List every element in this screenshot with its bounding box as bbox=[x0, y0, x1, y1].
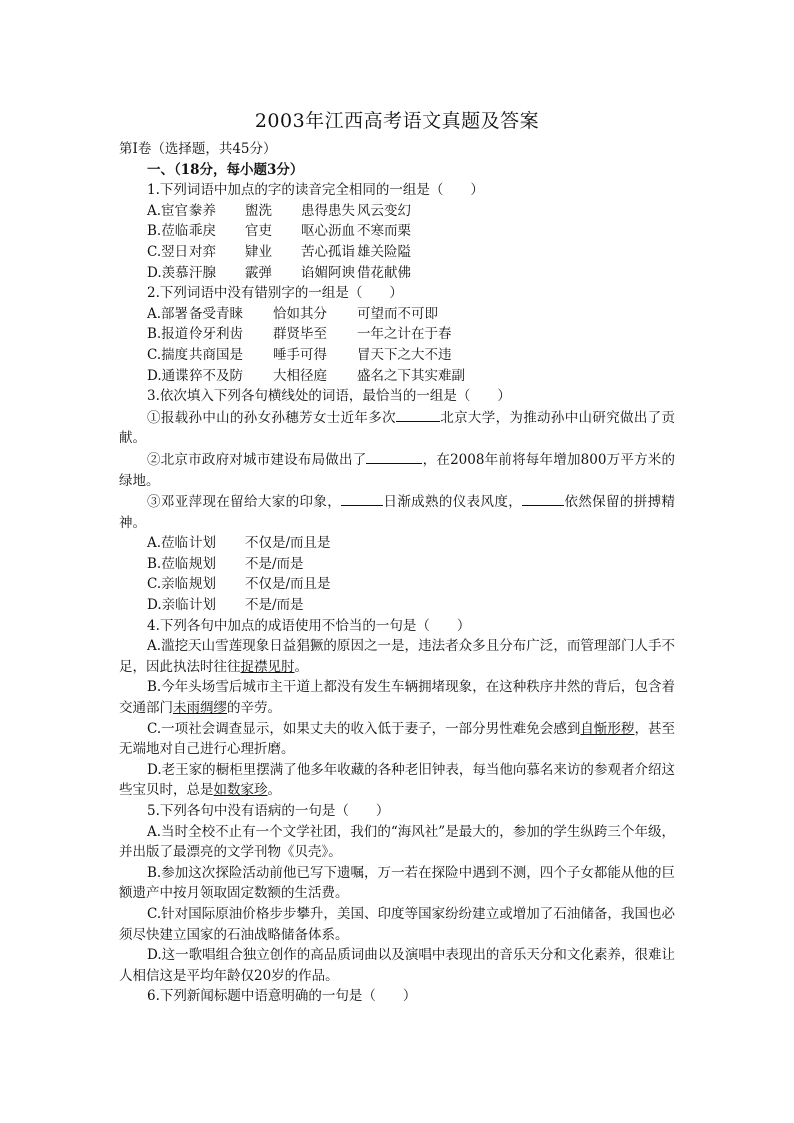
q2-option-b bbox=[119, 324, 675, 345]
option-cell: 一年之计在于春 bbox=[357, 326, 452, 343]
option-cell: 猝不及防 bbox=[189, 367, 243, 384]
q4-option-d bbox=[119, 760, 675, 801]
sentence-text: ，在2008年前将每年增加800万平方米的绿地。 bbox=[119, 451, 675, 489]
option-cell: 盥洗 bbox=[245, 202, 272, 219]
option-cell: 不是/而是 bbox=[245, 555, 304, 572]
q3-sentence-2 bbox=[119, 449, 675, 491]
q5-option-c: C.针对国际原油价格步步攀升，美国、印度等国家纷纷建立或增加了石油储备，我国也必须尽快建立国家的石油战略储备体系。 bbox=[119, 905, 675, 943]
sentence-text: 北京大学，为推动孙中山研究做出了贡献。 bbox=[119, 409, 676, 447]
option-cell: C.揣度 bbox=[147, 346, 189, 363]
option-cell: D.羡慕 bbox=[147, 264, 189, 281]
option-cell: B.莅临 bbox=[147, 555, 189, 572]
option-cell: 不仅是/而且是 bbox=[245, 535, 331, 552]
option-cell: 汗腺 bbox=[189, 264, 216, 281]
option-cell: 呕心沥血 bbox=[301, 223, 355, 240]
idiom: 日益猖獗 bbox=[269, 638, 324, 655]
option-cell: 乖戾 bbox=[189, 223, 216, 240]
q3-option-c bbox=[119, 574, 675, 595]
option-cell: 规划 bbox=[189, 576, 216, 593]
option-cell: 伶牙利齿 bbox=[189, 326, 243, 343]
option-cell: 谄媚阿谀 bbox=[301, 264, 355, 281]
option-cell: 冒天下之大不违 bbox=[357, 346, 452, 363]
option-cell: 肄业 bbox=[245, 243, 272, 260]
q3-stem: 3.依次填入下列各句横线处的词语，最恰当的一组是（ ） bbox=[147, 388, 511, 405]
option-cell: A.莅临 bbox=[147, 535, 189, 552]
option-cell: 霰弹 bbox=[245, 264, 272, 281]
idiom: 未雨绸缪 bbox=[173, 700, 227, 717]
q5-option-b: B.参加这次探险活动前他已写下遗嘱，万一若在探险中遇到不测，四个子女都能从他的巨额遗产中按月领取固定数额的生活费。 bbox=[119, 864, 675, 902]
option-text: A.滥挖天山雪莲现象 bbox=[147, 638, 270, 655]
sentence-text: 日渐成熟的仪表风度， bbox=[383, 494, 523, 511]
option-cell: 不是/而是 bbox=[245, 597, 304, 614]
option-cell: 风云变幻 bbox=[357, 202, 411, 219]
q3-option-a bbox=[119, 533, 675, 554]
option-cell: 患得患失 bbox=[301, 202, 355, 219]
q1-stem: 1.下列词语中加点的字的读音完全相同的一组是（ ） bbox=[147, 182, 484, 199]
option-text: D.老王家的橱柜里摆满了他多年收藏的各种老旧钟表，每当他向慕名来访的参观者介绍这些宝贝时，总是 bbox=[119, 761, 675, 799]
q2-stem: 2.下列词语中没有错别字的一组是（ ） bbox=[147, 285, 403, 302]
sentence-text: ②北京市政府对城市建设布局做出了 bbox=[147, 451, 367, 468]
document-body bbox=[119, 139, 675, 1007]
option-cell: 大相径庭 bbox=[273, 367, 327, 384]
q3-option-d bbox=[119, 595, 675, 616]
q1-option-b bbox=[119, 221, 675, 242]
option-text: 。 bbox=[267, 782, 281, 799]
q6-stem: 6.下列新闻标题中语意明确的一句是（ ） bbox=[147, 988, 417, 1005]
q1-option-c bbox=[119, 242, 675, 263]
option-text: C.一项社会调查显示，如果丈夫的收入低于妻子，一部分男性难免会感到 bbox=[147, 720, 581, 737]
option-cell: 可望而不可即 bbox=[357, 305, 438, 322]
option-cell: 借花献佛 bbox=[357, 264, 411, 281]
option-text: 的辛劳。 bbox=[227, 700, 281, 717]
fill-blank bbox=[522, 491, 564, 506]
option-cell: 计划 bbox=[189, 535, 216, 552]
part1-header: 第Ⅰ卷（选择题，共45分） bbox=[119, 141, 277, 157]
option-cell: 豢养 bbox=[189, 202, 216, 219]
option-cell: 备受青睐 bbox=[189, 305, 243, 322]
fill-blank bbox=[366, 449, 422, 464]
fill-blank bbox=[396, 407, 440, 422]
option-cell: B.莅临 bbox=[147, 223, 189, 240]
q1-option-a bbox=[119, 201, 675, 222]
option-cell: 雄关险隘 bbox=[357, 243, 411, 260]
option-cell: 不寒而栗 bbox=[357, 223, 411, 240]
q5-option-a: A.当时全校不止有一个文学社团，我们的“海风社”是最大的，参加的学生纵跨三个年级，并出版了最漂亮的文学刊物《贝壳》。 bbox=[119, 823, 675, 861]
q4-stem: 4.下列各句中加点的成语使用不恰当的一句是（ ） bbox=[147, 617, 471, 634]
q2-option-a bbox=[119, 304, 675, 325]
option-cell: 盛名之下其实难副 bbox=[357, 367, 465, 384]
option-cell: A.部署 bbox=[147, 305, 189, 322]
option-cell: 苦心孤诣 bbox=[301, 243, 355, 260]
option-cell: 恰如其分 bbox=[273, 305, 327, 322]
q3-sentence-3 bbox=[119, 491, 675, 533]
option-cell: 计划 bbox=[189, 597, 216, 614]
q5-option-d: D.这一歌唱组合独立创作的高品质词曲以及演唱中表现出的音乐天分和文化素养，很难让人相信这是平均年龄仅20岁的作品。 bbox=[119, 947, 675, 984]
option-cell: 对弈 bbox=[189, 243, 216, 260]
option-text: 。 bbox=[294, 658, 308, 675]
idiom: 自惭形秽 bbox=[580, 720, 635, 737]
option-cell: A.宦官 bbox=[147, 202, 189, 219]
fill-blank bbox=[341, 491, 383, 506]
option-cell: D.亲临 bbox=[147, 597, 189, 614]
option-text: ，甚至无端地对自己进行心理折磨。 bbox=[119, 720, 676, 758]
q4-option-c bbox=[119, 719, 675, 760]
option-cell: 不仅是/而且是 bbox=[245, 576, 331, 593]
q5-stem: 5.下列各句中没有语病的一句是（ ） bbox=[147, 803, 390, 819]
q2-option-d bbox=[119, 366, 675, 387]
q1-option-d bbox=[119, 263, 675, 284]
sentence-text: ①报载孙中山的孙女孙穗芳女士近年多次 bbox=[147, 409, 396, 426]
section1-header: 一、（18分，每小题3分） bbox=[147, 161, 304, 178]
option-cell: 规划 bbox=[189, 555, 216, 572]
option-cell: 唾手可得 bbox=[273, 346, 327, 363]
q4-option-b bbox=[119, 677, 675, 718]
option-cell: 共商国是 bbox=[189, 346, 243, 363]
option-cell: C.亲临 bbox=[147, 576, 189, 593]
page-title: 2003年江西高考语文真题及答案 bbox=[254, 110, 540, 132]
q4-option-a bbox=[119, 636, 675, 677]
sentence-text: ③邓亚萍现在留给大家的印象， bbox=[147, 494, 342, 511]
option-text: 的原因之一是，违法者众多且分布广泛，而管理部门人手不足，因此执法时往往 bbox=[119, 638, 676, 675]
sentence-text: 依然保留的拼搏精神。 bbox=[119, 494, 676, 531]
option-text: B.今年头场雪后城市主干道上都没有发生车辆拥堵现象，在这种秩序井然的背后，包含着交通部门 bbox=[119, 679, 675, 717]
q3-option-b bbox=[119, 554, 675, 575]
q2-option-c bbox=[119, 345, 675, 366]
q3-sentence-1 bbox=[119, 407, 675, 449]
option-cell: 群贤毕至 bbox=[273, 326, 327, 343]
option-cell: 官吏 bbox=[245, 223, 272, 240]
idiom: 捉襟见肘 bbox=[240, 658, 295, 675]
option-cell: B.报道 bbox=[147, 326, 189, 343]
idiom: 如数家珍 bbox=[213, 782, 268, 799]
option-cell: D.通谍 bbox=[147, 367, 189, 384]
option-cell: C.翌日 bbox=[147, 243, 189, 260]
